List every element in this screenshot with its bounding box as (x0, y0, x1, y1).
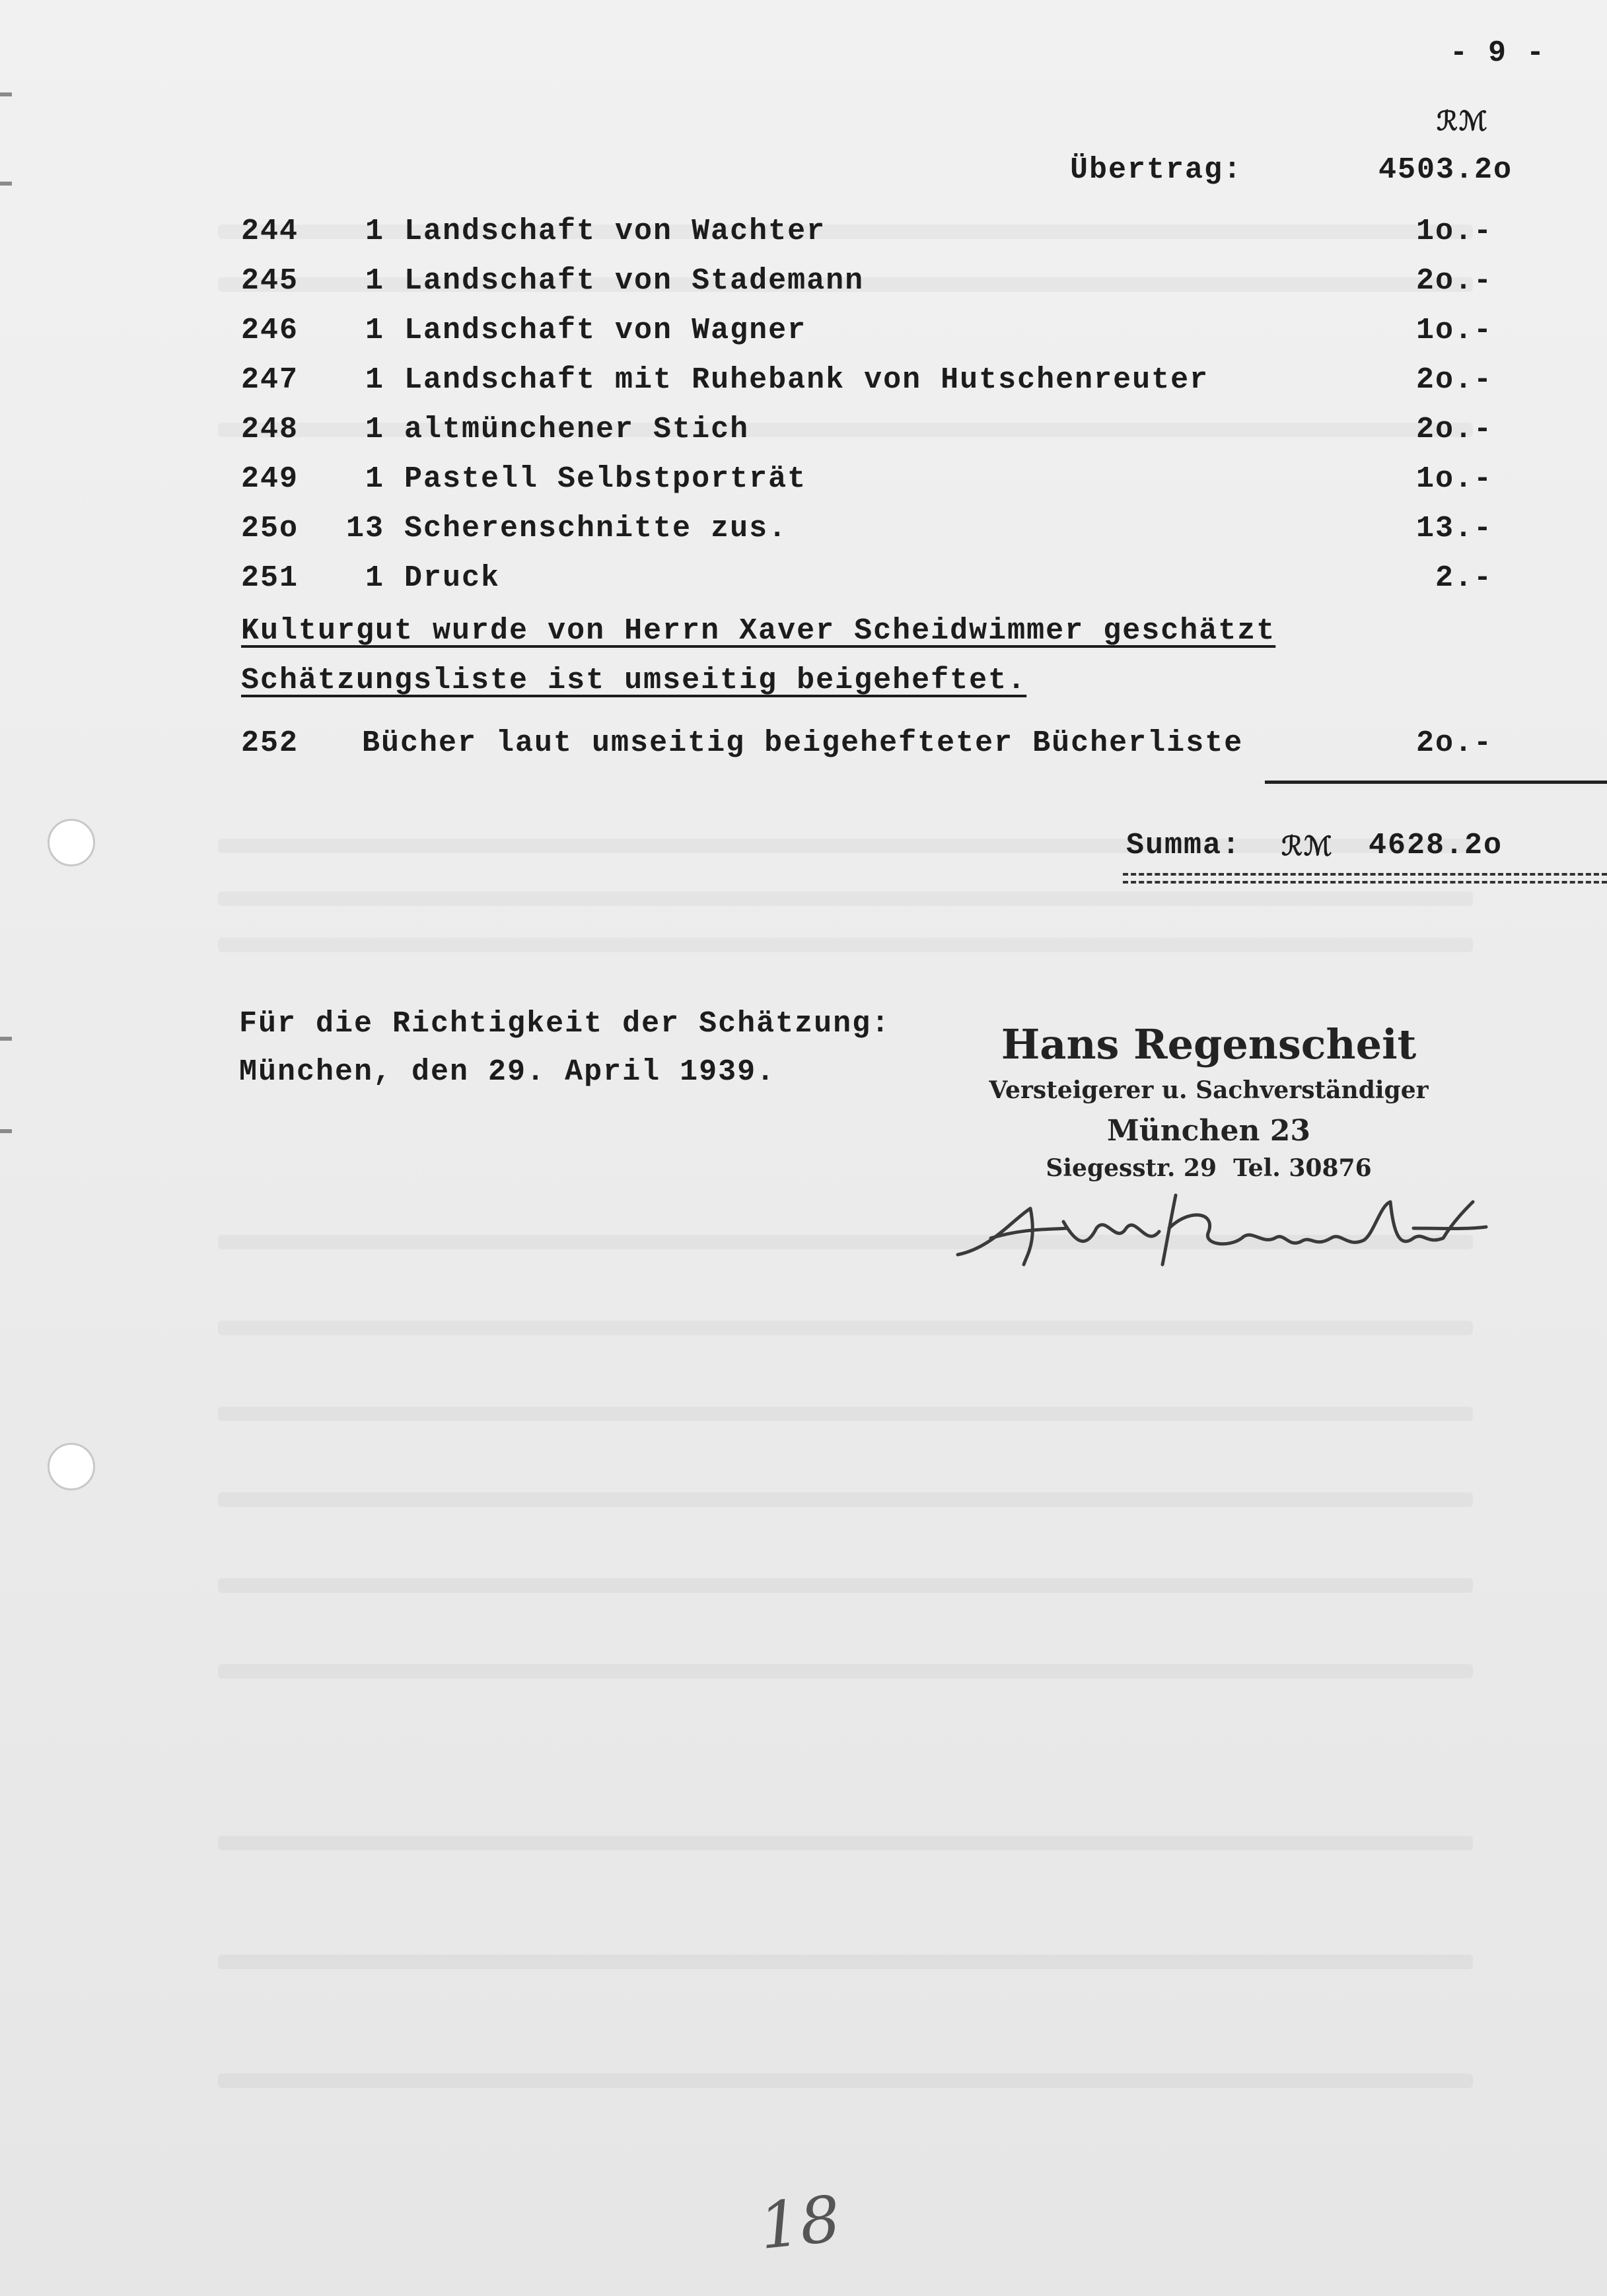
currency-header: ℛℳ (1437, 106, 1489, 137)
item-quantity: 1 (365, 462, 384, 496)
certification-line-1: Für die Richtigkeit der Schätzung: (239, 1007, 891, 1041)
item-number: 247 (241, 363, 299, 397)
item-description: Druck (404, 561, 501, 595)
item-quantity: 1 (365, 561, 384, 595)
item-number: 248 (241, 413, 299, 446)
item-quantity: 1 (365, 363, 384, 397)
stamp-address: Siegesstr. 29 Tel. 30876 (1046, 1154, 1372, 1182)
edge-mark (0, 92, 12, 96)
item-quantity: 1 (365, 264, 384, 298)
stamp-name: Hans Regenscheit (1001, 1020, 1417, 1068)
item-amount: 13.- (1415, 512, 1493, 545)
item-description: Scherenschnitte zus. (404, 512, 788, 545)
punch-hole (48, 1443, 95, 1490)
edge-mark (0, 1129, 12, 1133)
show-through-line (218, 1836, 1473, 1850)
item-amount: 1o.- (1415, 215, 1493, 248)
total-amount: 4628.2o (1368, 829, 1503, 862)
show-through-line (218, 891, 1473, 906)
page-number: - 9 - (1450, 36, 1546, 70)
item-amount: 2o.- (1415, 264, 1493, 298)
show-through-line (218, 1407, 1473, 1421)
stamp-title: Versteigerer u. Sachverständiger (989, 1076, 1429, 1104)
item-amount: 2.- (1435, 561, 1493, 595)
item-number: 251 (241, 561, 299, 595)
total-rule (1265, 781, 1607, 784)
appraisal-note-line-1: Kulturgut wurde von Herrn Xaver Scheidwimmer geschätzt (241, 614, 1276, 648)
item-description: Bücher laut umseitig beigehefteter Bücherliste (362, 726, 1244, 760)
item-number: 244 (241, 215, 299, 248)
punch-hole (48, 819, 95, 866)
total-label: Summa: (1126, 829, 1242, 862)
item-number: 252 (241, 726, 299, 760)
show-through-line (218, 2073, 1473, 2088)
item-amount: 2o.- (1415, 413, 1493, 446)
item-number: 249 (241, 462, 299, 496)
show-through-line (218, 1578, 1473, 1593)
edge-mark (0, 1037, 12, 1041)
total-double-rule (1123, 873, 1607, 884)
item-description: Pastell Selbstporträt (404, 462, 807, 496)
certification-line-2: München, den 29. April 1939. (239, 1055, 776, 1089)
item-description: Landschaft von Wagner (404, 314, 807, 347)
signature (951, 1182, 1493, 1274)
show-through-line (218, 1664, 1473, 1679)
total-currency: ℛℳ (1281, 831, 1334, 862)
item-quantity: 1 (365, 413, 384, 446)
item-description: altmünchener Stich (404, 413, 750, 446)
item-amount: 1o.- (1415, 314, 1493, 347)
item-description: Landschaft von Wachter (404, 215, 826, 248)
item-number: 25o (241, 512, 299, 545)
show-through-line (218, 938, 1473, 952)
item-amount: 2o.- (1415, 363, 1493, 397)
carry-over-amount: 4503.2o (1378, 153, 1513, 187)
show-through-line (218, 1321, 1473, 1335)
item-amount: 1o.- (1415, 462, 1493, 496)
show-through-line (218, 1955, 1473, 1969)
item-number: 246 (241, 314, 299, 347)
item-description: Landschaft von Stademann (404, 264, 865, 298)
edge-mark (0, 182, 12, 186)
appraisal-note-line-2: Schätzungsliste ist umseitig beigeheftet. (241, 664, 1027, 697)
item-description: Landschaft mit Ruhebank von Hutschenreuter (404, 363, 1209, 397)
item-amount: 2o.- (1415, 726, 1493, 760)
show-through-line (218, 1492, 1473, 1507)
item-quantity: 13 (345, 512, 384, 545)
item-quantity: 1 (365, 314, 384, 347)
item-number: 245 (241, 264, 299, 298)
folio-number: 18 (756, 2181, 844, 2264)
item-quantity: 1 (365, 215, 384, 248)
stamp-city: München 23 (1107, 1114, 1310, 1148)
carry-over-label: Übertrag: (1070, 153, 1243, 187)
